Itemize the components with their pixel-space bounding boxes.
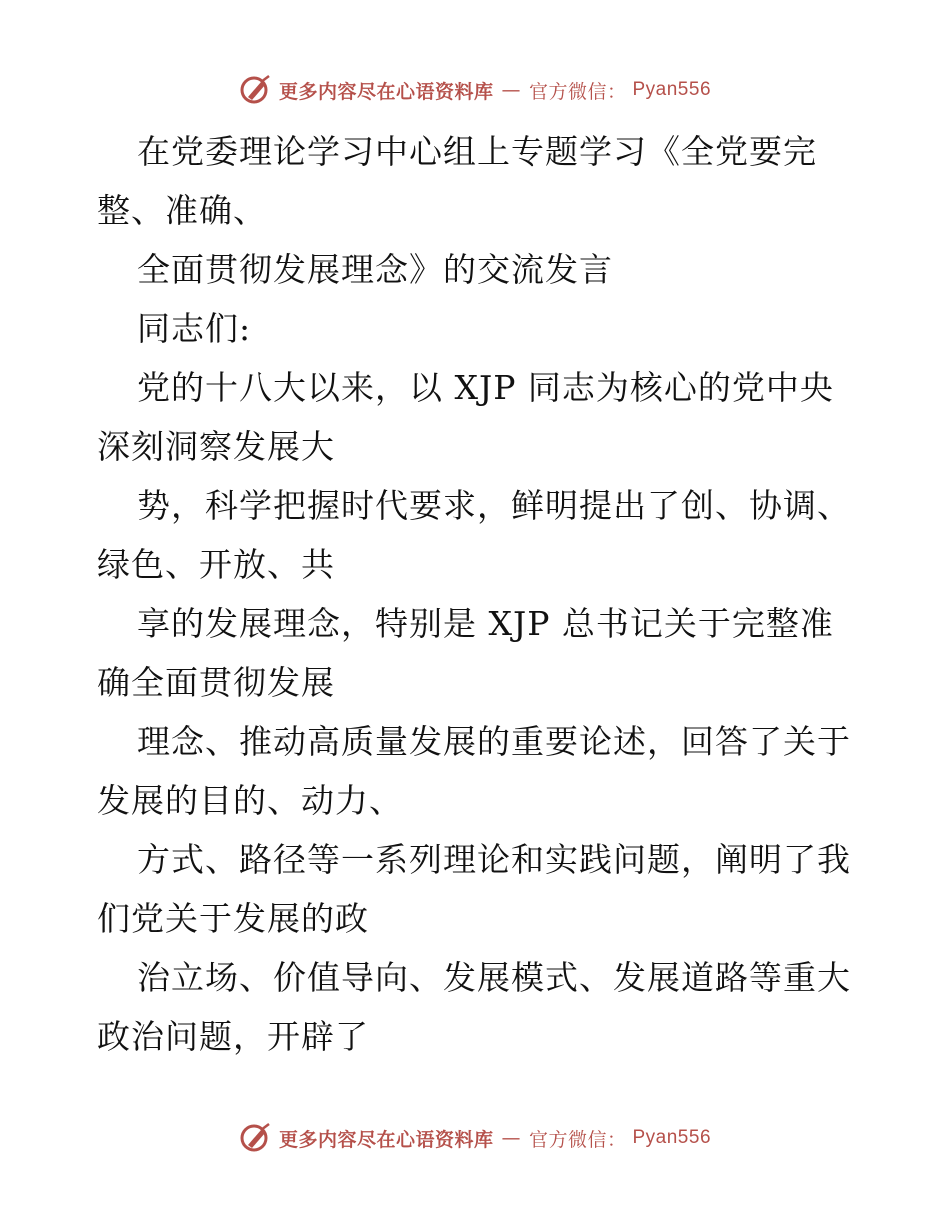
footer-watermark	[0, 1118, 950, 1158]
doc-line: 理念、推动高质量发展的重要论述，回答了关于	[137, 722, 851, 761]
pen-logo-icon	[239, 73, 273, 107]
doc-line: 党的十八大以来，以 XJP 同志为核心的党中央	[137, 368, 834, 407]
doc-line: 发展的目的、动力、	[97, 781, 403, 820]
watermark-main-text: 更多内容尽在心语资料库	[278, 80, 494, 103]
doc-line: 绿色、开放、共	[97, 545, 335, 584]
doc-line: 享的发展理念，特别是 XJP 总书记关于完整准	[137, 604, 834, 643]
document-body	[97, 122, 857, 1066]
doc-line: 全面贯彻发展理念》的交流发言	[137, 250, 613, 289]
doc-line: 整、准确、	[97, 191, 267, 230]
watermark-contact-label: 官方微信：	[528, 1128, 627, 1151]
doc-line: 势，科学把握时代要求，鲜明提出了创、协调、	[137, 486, 851, 525]
doc-line: 方式、路径等一系列理论和实践问题，阐明了我	[137, 840, 851, 879]
doc-line: 政治问题，开辟了	[97, 1017, 369, 1056]
watermark-contact-id: Pyan556	[632, 79, 712, 100]
header-watermark	[0, 70, 950, 110]
doc-line: 确全面贯彻发展	[97, 663, 335, 702]
watermark-dash: —	[501, 79, 521, 101]
doc-line: 同志们:	[137, 309, 252, 348]
watermark-dash: —	[501, 1127, 521, 1149]
watermark-contact-id: Pyan556	[632, 1127, 712, 1148]
doc-line: 们党关于发展的政	[97, 899, 369, 938]
doc-line: 深刻洞察发展大	[97, 427, 335, 466]
watermark-main-text: 更多内容尽在心语资料库	[278, 1128, 494, 1151]
watermark-contact-label: 官方微信：	[528, 80, 627, 103]
doc-line: 在党委理论学习中心组上专题学习《全党要完	[137, 132, 817, 171]
doc-line: 治立场、价值导向、发展模式、发展道路等重大	[137, 958, 851, 997]
pen-logo-icon	[239, 1121, 273, 1155]
